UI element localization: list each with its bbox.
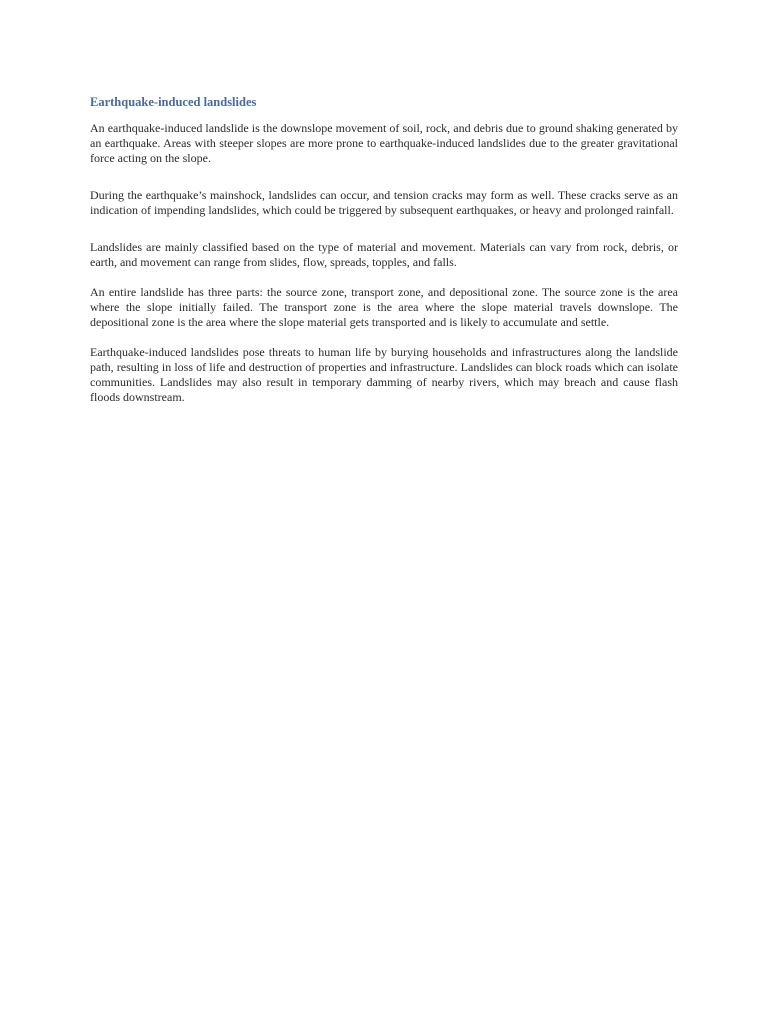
- paragraph-zones: An entire landslide has three parts: the source zone, transport zone, and depositional zone. The source zone is the area where the slope initially failed. The transport zone is the area where the slope material travels downslope. The depositional zone is the area where the slope material gets transported and is likely to accumulate and settle.: [90, 285, 678, 329]
- paragraph-classification: Landslides are mainly classified based on the type of material and movement. Materials can vary from rock, debris, or earth, and movement can range from slides, flow, spreads, topples, and falls.: [90, 240, 678, 269]
- paragraph-definition: An earthquake-induced landslide is the downslope movement of soil, rock, and debris due to ground shaking generated by an earthquake. Areas with steeper slopes are more prone to earthquake-induced landslides due to the greater gravitational force acting on the slope.: [90, 121, 678, 165]
- paragraph-threats: Earthquake-induced landslides pose threats to human life by burying households and infrastructures along the landslide path, resulting in loss of life and destruction of properties and infrastructure. Landslides can block roads which can isolate communities. Landslides may also result in temporary damming of nearby rivers, which may breach and cause flash floods downstream.: [90, 345, 678, 404]
- paragraph-mainshock: During the earthquake’s mainshock, landslides can occur, and tension cracks may form as well. These cracks serve as an indication of impending landslides, which could be triggered by subsequent earthquakes, or heavy and prolonged rainfall.: [90, 188, 678, 217]
- document-heading: Earthquake-induced landslides: [90, 95, 257, 109]
- document-page: [90, 94, 678, 405]
